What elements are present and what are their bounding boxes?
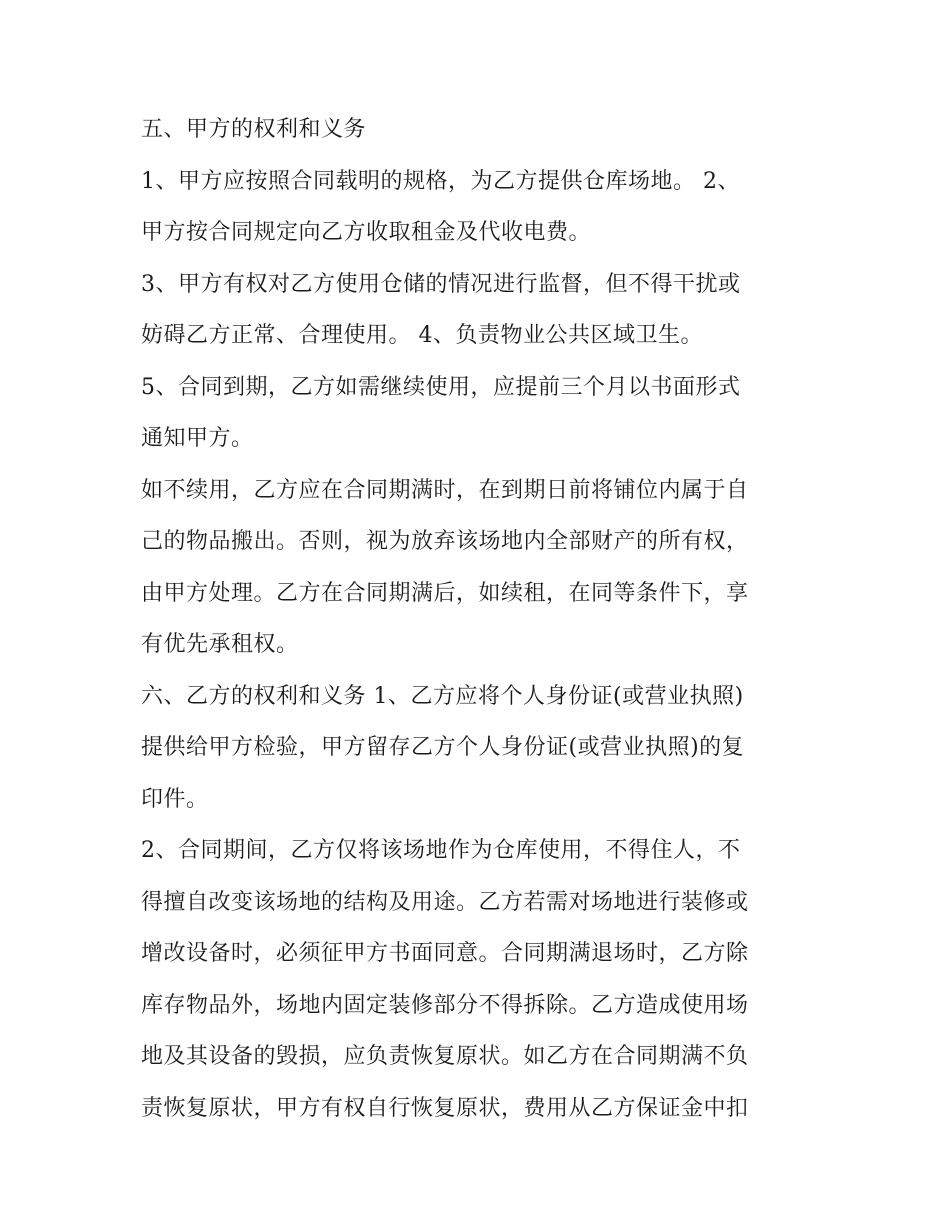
text-line: 地及其设备的毁损，应负责恢复原状。如乙方在合同期满不负 <box>141 1044 749 1069</box>
text-line: 由甲方处理。乙方在合同期满后，如续租，在同等条件下，享 <box>141 580 749 606</box>
text-line: 通知甲方。 <box>141 426 254 451</box>
text-line: 印件。 <box>141 786 209 812</box>
text-line: 如不续用，乙方应在合同期满时，在到期日前将铺位内属于自 <box>141 477 749 503</box>
text-line: 3、甲方有权对乙方使用仓储的情况进行监督，但不得干扰或 <box>141 271 741 297</box>
text-line: 得擅自改变该场地的结构及用途。乙方若需对场地进行装修或 <box>141 889 749 915</box>
text-line: 库存物品外，场地内固定装修部分不得拆除。乙方造成使用场 <box>141 992 749 1018</box>
text-line: 5、合同到期，乙方如需继续使用，应提前三个月以书面形式 <box>141 374 741 400</box>
text-line: 2、合同期间，乙方仅将该场地作为仓库使用，不得住人，不 <box>141 838 741 863</box>
text-line: 增改设备时，必须征甲方书面同意。合同期满退场时，乙方除 <box>141 941 749 966</box>
section-heading-party-b: 六、乙方的权利和义务 1、乙方应将个人身份证(或营业执照) <box>141 683 744 709</box>
text-line: 有优先承租权。 <box>141 632 299 657</box>
text-line: 提供给甲方检验，甲方留存乙方个人身份证(或营业执照)的复 <box>141 735 745 760</box>
text-line: 己的物品搬出。否则，视为放弃该场地内全部财产的所有权， <box>141 529 749 554</box>
document-body <box>141 110 831 1140</box>
text-line: 甲方按合同规定向乙方收取租金及代收电费。 <box>141 220 592 245</box>
text-line: 责恢复原状，甲方有权自行恢复原状，费用从乙方保证金中扣 <box>141 1095 749 1121</box>
text-line: 1、甲方应按照合同载明的规格，为乙方提供仓库场地。 2、 <box>141 168 740 194</box>
text-line: 妨碍乙方正常、合理使用。 4、负责物业公共区域卫生。 <box>141 323 703 348</box>
section-heading-party-a: 五、甲方的权利和义务 <box>141 117 367 142</box>
